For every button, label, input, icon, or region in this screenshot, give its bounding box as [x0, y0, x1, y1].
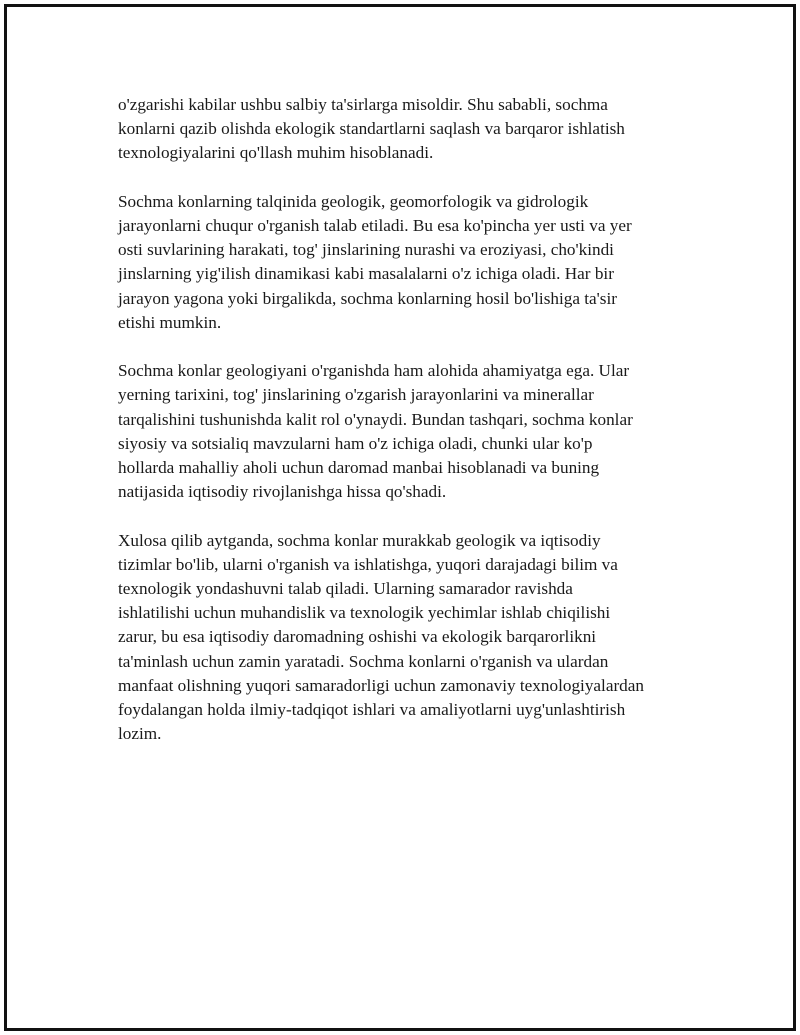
text-line: Sochma konlar geologiyani o'rganishda ham alohida ahamiyatga ega. Ular	[118, 361, 630, 381]
text-line: lozim.	[118, 724, 162, 744]
text-line: hollarda mahalliy aholi uchun daromad manbai hisoblanadi va buning	[118, 458, 600, 478]
text-line: texnologiyalarini qo'llash muhim hisoblanadi.	[118, 143, 434, 163]
paragraph-3	[118, 359, 708, 504]
text-line: foydalangan holda ilmiy-tadqiqot ishlari va amaliyotlarni uyg'unlashtirish	[118, 700, 626, 720]
text-line: Xulosa qilib aytganda, sochma konlar murakkab geologik va iqtisodiy	[118, 530, 601, 550]
text-line: tizimlar bo'lib, ularni o'rganish va ishlatishga, yuqori darajadagi bilim va	[118, 554, 618, 574]
text-line: texnologik yondashuvni talab qiladi. Ularning samarador ravishda	[118, 579, 573, 599]
text-line: jarayonlarni chuqur o'rganish talab etiladi. Bu esa ko'pincha yer usti va yer	[118, 216, 632, 235]
text-line: etishi mumkin.	[118, 312, 222, 332]
text-line: ishlatilishi uchun muhandislik va texnologik yechimlar ishlab chiqilishi	[118, 603, 611, 623]
text-line: zarur, bu esa iqtisodiy daromadning oshishi va ekologik barqarorlikni	[118, 627, 597, 647]
text-line: osti suvlarining harakati, tog' jinslarining nurashi va eroziyasi, cho'kindi	[118, 240, 614, 260]
paragraph-4	[118, 529, 708, 747]
text-line: jinslarning yig'ilish dinamikasi kabi masalalarni o'z ichiga oladi. Har bir	[118, 264, 614, 284]
text-line: jarayon yagona yoki birgalikda, sochma konlarning hosil bo'lishiga ta'sir	[118, 288, 617, 308]
text-line: tarqalishini tushunishda kalit rol o'ynaydi. Bundan tashqari, sochma konlar	[118, 409, 633, 429]
text-line: yerning tarixini, tog' jinslarining o'zgarish jarayonlarini va minerallar	[118, 385, 594, 405]
paragraph-2	[118, 190, 708, 335]
text-line: manfaat olishning yuqori samaradorligi uchun zamonaviy texnologiyalardan	[118, 675, 644, 695]
text-line: Sochma konlarning talqinida geologik, geomorfologik va gidrologik	[118, 191, 589, 211]
text-line: ta'minlash uchun zamin yaratadi. Sochma konlarni o'rganish va ulardan	[118, 651, 609, 671]
paragraph-1	[118, 93, 708, 166]
text-line: o'zgarishi kabilar ushbu salbiy ta'sirlarga misoldir. Shu sababli, sochma	[118, 95, 608, 114]
text-line: natijasida iqtisodiy rivojlanishga hissa qo'shadi.	[118, 482, 447, 502]
document-body	[118, 93, 708, 771]
text-line: siyosiy va sotsialiq mavzularni ham o'z ichiga oladi, chunki ular ko'p	[118, 433, 593, 453]
text-line: konlarni qazib olishda ekologik standartlarni saqlash va barqaror ishlatish	[118, 119, 625, 139]
